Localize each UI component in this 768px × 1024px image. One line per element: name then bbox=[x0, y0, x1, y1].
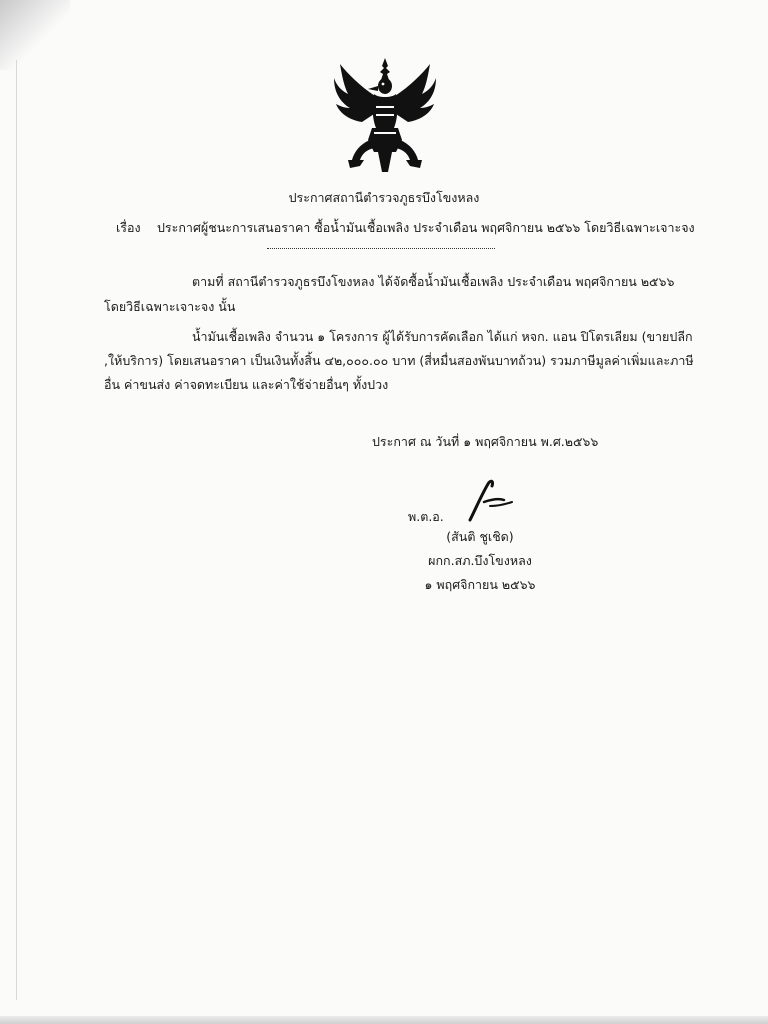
scan-bottom-edge bbox=[0, 1016, 768, 1024]
separator-dotted-line bbox=[267, 248, 495, 249]
signer-rank: พ.ต.อ. bbox=[408, 509, 444, 524]
para2-line3: อื่น ค่าขนส่ง ค่าจดทะเบียน และค่าใช้จ่ายอื่นๆ ทั้งปวง bbox=[104, 377, 389, 392]
scan-corner-shadow bbox=[0, 0, 70, 70]
para2-line1: น้ำมันเชื้อเพลิง จำนวน ๑ โครงการ ผู้ได้รับการคัดเลือก ได้แก่ หจก. แอน ปิโตรเลียม (ขายปลีก bbox=[192, 329, 693, 344]
subject-text: ประกาศผู้ชนะการเสนอราคา ซื้อน้ำมันเชื้อเพลิง ประจำเดือน พฤศจิกายน ๒๕๖๖ โดยวิธีเฉพาะเจาะจง bbox=[157, 220, 695, 235]
announce-date: ประกาศ ณ วันที่ ๑ พฤศจิกายน พ.ศ.๒๕๖๖ bbox=[372, 434, 599, 449]
subject-label: เรื่อง bbox=[116, 220, 141, 235]
para2-line2: ,ให้บริการ) โดยเสนอราคา เป็นเงินทั้งสิ้น ๔๒,๐๐๐.๐๐ บาท (สี่หมื่นสองพันบาทถ้วน) รวมภาษีมูลค่าเพิ่มและภาษี bbox=[104, 353, 694, 368]
garuda-emblem-icon bbox=[330, 56, 440, 174]
signer-position: ผกก.สภ.บึงโขงหลง bbox=[428, 553, 532, 568]
para1-line2: โดยวิธีเฉพาะเจาะจง นั้น bbox=[104, 299, 236, 314]
para1-line1: ตามที่ สถานีตำรวจภูธรบึงโขงหลง ได้จัดซื้อน้ำมันเชื้อเพลิง ประจำเดือน พฤศจิกายน ๒๕๖๖ bbox=[192, 274, 675, 289]
signoff-date: ๑ พฤศจิกายน ๒๕๖๖ bbox=[424, 577, 536, 592]
handwritten-signature bbox=[462, 476, 522, 524]
signer-name: (สันติ ชูเชิด) bbox=[446, 529, 514, 544]
agency-title: ประกาศสถานีตำรวจภูธรบึงโขงหลง bbox=[288, 190, 480, 205]
